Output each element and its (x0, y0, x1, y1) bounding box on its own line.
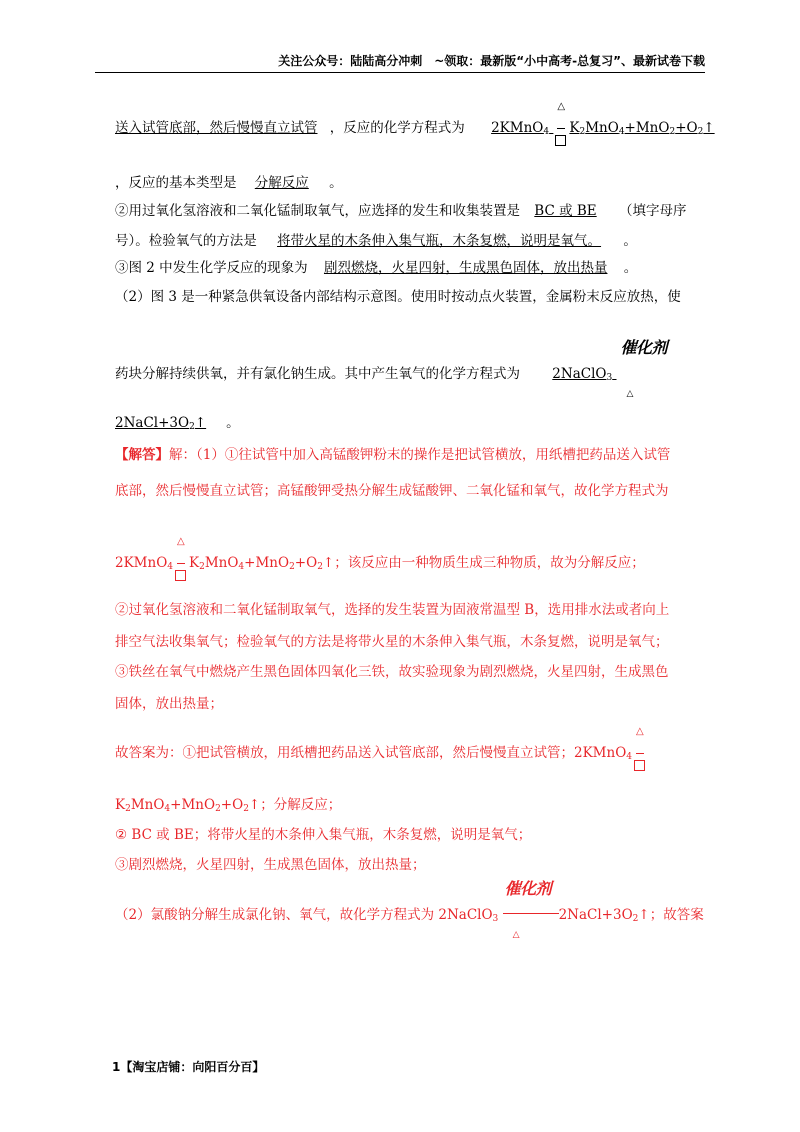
catalyst-label: 催化剂 (620, 338, 668, 357)
question-line-8: $2NaCl+3O_2↑$ 。 (115, 415, 240, 432)
heat-symbol: △ (626, 389, 634, 399)
question-line-3: ②用过氧化氢溶液和二氧化锰制取氧气，应选择的发生和收集装置是 BC 或 BE （填字母序 (115, 203, 687, 219)
question-line-1: 送入试管底部，然后慢慢直立试管 ，反应的化学方程式为 2KMnO$_4$ △ $K_2MnO_4+MnO_2+O_2↑$ (115, 118, 710, 138)
question-line-4: 号）。检验氧气的方法是 将带火星的木条伸入集气瓶，木条复燃，说明是氧气。 。 (115, 233, 637, 249)
solution-line-10: ② BC 或 BE；将带火星的木条伸入集气瓶，木条复燃，说明是氧气； (115, 827, 532, 843)
header-divider (95, 72, 705, 73)
solution-line-3: 2KMnO$_4$ △ $K_2MnO_4+MnO_2+O_2↑$；该反应由一种物质生成三种物质，故为分解反应； (115, 553, 710, 573)
solution-line-6: ③铁丝在氧气中燃烧产生黑色固体四氧化三铁，故实验现象为剧烈燃烧，火星四射，生成黑色 (115, 664, 669, 680)
solution-line-12: （2）氯酸钠分解生成氯化钠、氧气，故化学方程式为 2NaClO$_3$ 催化剂 △ $2NaCl+3O_2↑$；故答案 (115, 879, 704, 940)
solution-line-2: 底部，然后慢慢直立试管；高锰酸钾受热分解生成锰酸钾、二氧化锰和氧气，故化学方程式为 (115, 483, 669, 499)
question-line-2: ，反应的基本类型是 分解反应 。 (115, 175, 343, 191)
page-header: 关注公众号：陆陆高分冲刺 ~领取：最新版“小中高考-总复习”、最新试卷下载 (278, 54, 705, 68)
solution-line-9: $K_2MnO_4+MnO_2+O_2↑$；分解反应； (115, 797, 342, 814)
solution-line-8: 故答案为：①把试管横放，用纸槽把药品送入试管底部，然后慢慢直立试管；2KMnO$_4$ △ (115, 743, 710, 763)
answer-oxygen-test: 将带火星的木条伸入集气瓶，木条复燃，说明是氧气。 (277, 233, 602, 249)
solution-line-1: 【解答】解：（1）①往试管中加入高锰酸钾粉末的操作是把试管横放，用纸槽把药品送入试管 (115, 447, 671, 463)
question-line-6: （2）图 3 是一种紧急供氧设备内部结构示意图。使用时按动点火装置，金属粉末反应放热，使 (115, 289, 681, 305)
heat-condition: △ (553, 118, 569, 138)
solution-line-11: ③剧烈燃烧，火星四射，生成黑色固体，放出热量； (115, 857, 426, 873)
answer-reaction-type: 分解反应 (254, 175, 309, 191)
solution-line-7: 固体，放出热量； (115, 696, 223, 712)
answer-phenomenon: 剧烈燃烧，火星四射，生成黑色固体，放出热量 (323, 260, 608, 276)
question-line-5: ③图 2 中发生化学反应的现象为 剧烈燃烧，火星四射，生成黑色固体，放出热量 。 (115, 260, 638, 276)
catalyst-label-solution: 催化剂 (504, 879, 552, 898)
equation-kmno4: 2KMnO$_4$ △ $K_2MnO_4+MnO_2+O_2↑$ (479, 120, 715, 136)
solution-line-4: ②过氧化氢溶液和二氧化锰制取氧气，选择的发生装置为固液常温型 B，选用排水法或者向上 (115, 602, 670, 618)
page-footer: 1【淘宝店铺：向阳百分百】 (112, 1060, 265, 1074)
solution-tag: 【解答】 (115, 447, 169, 463)
solution-line-5: 排空气法收集氧气；检验氧气的方法是将带火星的木条伸入集气瓶，木条复燃，说明是氧气； (115, 634, 669, 650)
equation-kmno4-solution: 2KMnO$_4$ △ $K_2MnO_4+MnO_2+O_2↑$ (115, 555, 334, 571)
answer-apparatus: BC 或 BE (534, 203, 597, 219)
question-line-7: 药块分解持续供氧，并有氯化钠生成。其中产生氧气的化学方程式为 2NaClO$_3$ 催化剂 △ (115, 364, 710, 384)
equation-naclo3: 2NaClO$_3$ 催化剂 △ (538, 366, 674, 382)
